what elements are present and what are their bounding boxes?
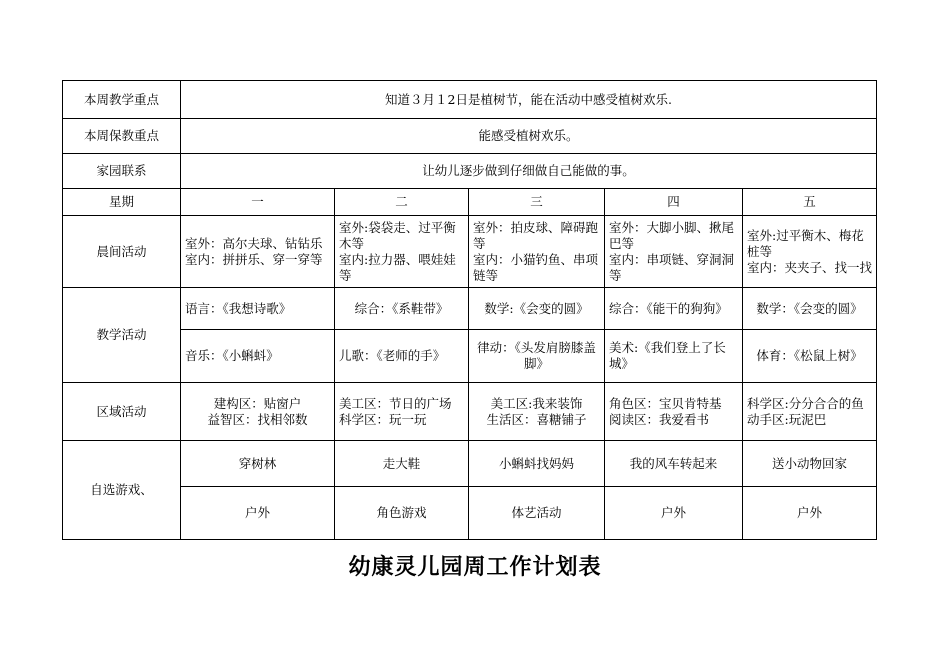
game-type: 户外 <box>605 487 743 540</box>
area-line: 建构区：贴窗户 <box>213 395 302 411</box>
teaching-cell: 美术:《我们登上了长城》 <box>605 330 743 383</box>
area-line: 科学区：玩一玩 <box>339 411 427 427</box>
area-activity-row <box>63 383 877 441</box>
care-focus-value: 能感受植树欢乐。 <box>181 119 877 154</box>
morning-outdoor: 室外：拍皮球、障碍跑等 <box>473 219 599 251</box>
home-contact-value: 让幼儿逐步做到仔细做自己能做的事。 <box>181 154 877 189</box>
document-title: 幼康灵儿园周工作计划表 <box>348 555 602 580</box>
game-name: 送小动物回家 <box>743 441 877 487</box>
weekday-mon: 一 <box>181 189 335 216</box>
weekday-row <box>63 189 877 216</box>
games-label: 自选游戏、 <box>63 441 181 540</box>
game-type: 角色游戏 <box>335 487 469 540</box>
teaching-focus-row <box>63 81 877 119</box>
teaching-activity-row-2 <box>63 330 877 383</box>
weekday-wed: 三 <box>469 189 605 216</box>
area-cell-tue <box>335 383 469 441</box>
teaching-activity-row-1 <box>63 288 877 330</box>
game-type: 体艺活动 <box>469 487 605 540</box>
morning-indoor: 室内:拉力器、喂娃娃等 <box>339 251 456 283</box>
game-name: 穿树林 <box>181 441 335 487</box>
area-line: 生活区：喜糖铺子 <box>486 411 587 427</box>
weekly-plan-table <box>62 80 877 540</box>
area-line: 角色区：宝贝肯特基 <box>609 395 722 411</box>
morning-cell-tue <box>335 216 469 288</box>
morning-cell-mon <box>181 216 335 288</box>
teaching-cell: 律动：《头发肩膀膝盖脚》 <box>469 330 605 383</box>
area-line: 阅读区：我爱看书 <box>609 411 710 427</box>
area-line: 益智区：找相邻数 <box>207 411 308 427</box>
area-cell-thu <box>605 383 743 441</box>
morning-indoor: 室内：小猫钓鱼、串项链等 <box>473 251 599 283</box>
morning-cell-fri <box>743 216 877 288</box>
morning-indoor: 室内：拼拼乐、穿一穿等 <box>185 251 323 267</box>
weekday-tue: 二 <box>335 189 469 216</box>
teaching-activity-label: 教学活动 <box>63 288 181 383</box>
area-line: 动手区:玩泥巴 <box>747 411 827 427</box>
teaching-cell: 儿歌：《老师的手》 <box>335 330 469 383</box>
teaching-cell: 数学：《会变的圆》 <box>743 288 877 330</box>
home-contact-label: 家园联系 <box>63 154 181 189</box>
area-activity-label: 区域活动 <box>63 383 181 441</box>
morning-outdoor: 室外：高尔夫球、钻钻乐 <box>185 235 323 251</box>
care-focus-row <box>63 119 877 154</box>
game-name: 我的风车转起来 <box>605 441 743 487</box>
morning-cell-thu <box>605 216 743 288</box>
game-type: 户外 <box>743 487 877 540</box>
area-cell-fri <box>743 383 877 441</box>
morning-indoor: 室内：夹夹子、找一找 <box>747 259 873 275</box>
teaching-cell: 音乐：《小蝌蚪》 <box>181 330 335 383</box>
morning-outdoor: 室外：大脚小脚、揪尾巴等 <box>609 219 735 251</box>
games-type-row <box>63 487 877 540</box>
games-name-row <box>63 441 877 487</box>
weekday-fri: 五 <box>743 189 877 216</box>
home-contact-row <box>63 154 877 189</box>
teaching-cell: 综合：《系鞋带》 <box>335 288 469 330</box>
game-type: 户外 <box>181 487 335 540</box>
teaching-cell: 体育：《松鼠上树》 <box>743 330 877 383</box>
teaching-cell: 语言：《我想诗歌》 <box>181 288 335 330</box>
weekday-label: 星期 <box>63 189 181 216</box>
teaching-cell: 数学:《会变的圆》 <box>469 288 605 330</box>
morning-outdoor: 室外:过平衡木、梅花桩等 <box>747 227 864 259</box>
area-line: 科学区:分分合合的鱼 <box>747 395 864 411</box>
morning-cell-wed <box>469 216 605 288</box>
teaching-cell: 综合：《能干的狗狗》 <box>605 288 743 330</box>
weekday-thu: 四 <box>605 189 743 216</box>
area-line: 美工区：节日的广场 <box>339 395 452 411</box>
teaching-focus-label: 本周教学重点 <box>63 81 181 119</box>
morning-activity-label: 晨间活动 <box>63 216 181 288</box>
game-name: 走大鞋 <box>335 441 469 487</box>
teaching-focus-value: 知道３月１2日是植树节，能在活动中感受植树欢乐. <box>181 81 877 119</box>
area-cell-wed <box>469 383 605 441</box>
area-line: 美工区:我来装饰 <box>490 395 583 411</box>
morning-activity-row <box>63 216 877 288</box>
game-name: 小蝌蚪找妈妈 <box>469 441 605 487</box>
morning-indoor: 室内：串项链、穿洞洞等 <box>609 251 735 283</box>
morning-outdoor: 室外:袋袋走、过平衡木等 <box>339 219 456 251</box>
area-cell-mon <box>181 383 335 441</box>
care-focus-label: 本周保教重点 <box>63 119 181 154</box>
